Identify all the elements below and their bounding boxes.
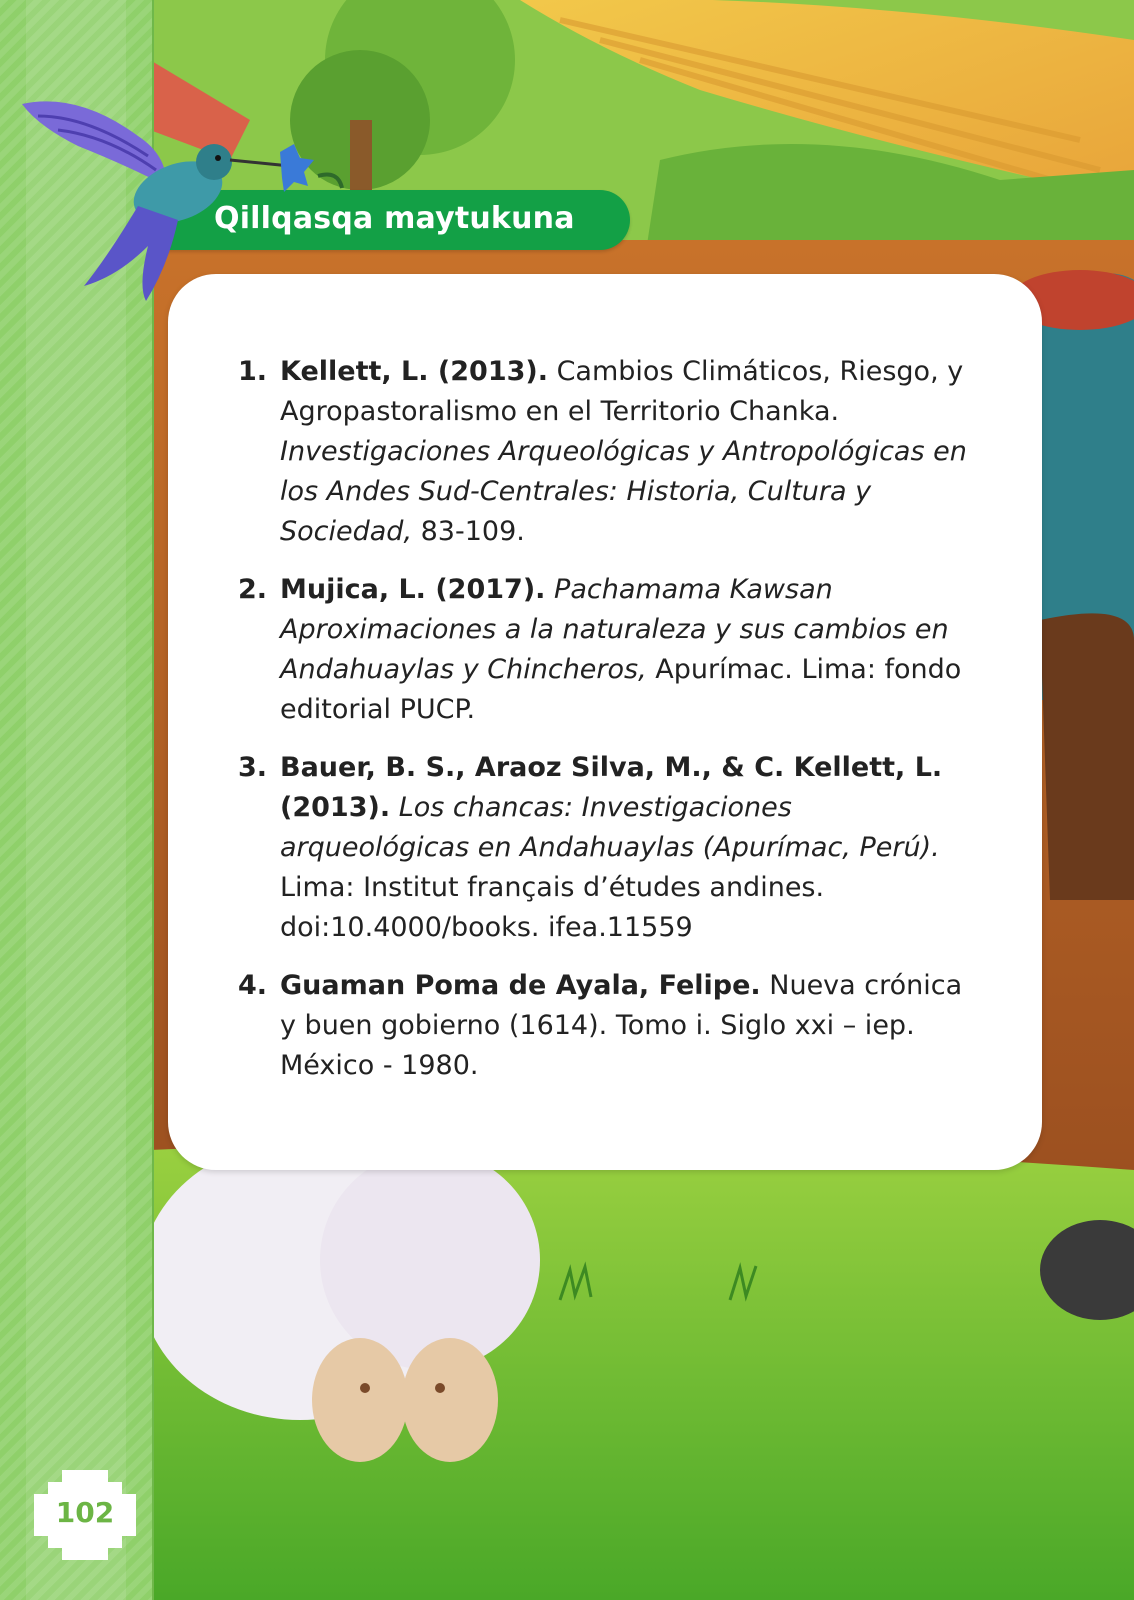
reference-number: 4. (238, 970, 268, 1001)
reference-author: Guaman Poma de Ayala, Felipe. (280, 970, 761, 1001)
reference-item (238, 966, 978, 1086)
reference-text: Cambios Climáticos, Riesgo, y Agropastoralismo en el Territorio Chanka. (280, 356, 964, 427)
reference-text: 83-109. (412, 516, 525, 547)
reference-text (390, 792, 399, 823)
reference-author: Kellett, L. (2013). (280, 356, 548, 387)
reference-text: Apurímac. Lima: fondo editorial PUCP. (280, 654, 962, 725)
reference-author: Mujica, L. (2017). (280, 574, 546, 605)
reference-title: Los chancas: Investigaciones arqueológicas en Andahuaylas (Apurímac, Perú). (280, 792, 940, 863)
reference-number: 1. (238, 356, 268, 387)
reference-number: 2. (238, 574, 268, 605)
page-number-badge (34, 1470, 136, 1560)
reference-text: Nueva crónica y buen gobierno (1614). Tomo i. Siglo xxi – iep. México - 1980. (280, 970, 963, 1081)
reference-text: Lima: Institut français d’études andines. doi:10.4000/books. ifea.11559 (280, 872, 825, 943)
reference-text (545, 574, 554, 605)
reference-title: Investigaciones Arqueológicas y Antropológicas en los Andes Sud-Centrales: Historia, Cultura y Sociedad, (280, 436, 967, 547)
reference-item (238, 748, 978, 948)
reference-item (238, 352, 978, 552)
section-title: Qillqasqa maytukuna (214, 201, 575, 236)
reference-author: Bauer, B. S., Araoz Silva, M., & C. Kellett, L. (2013). (280, 752, 943, 823)
reference-list (238, 352, 978, 1104)
reference-item (238, 570, 978, 730)
reference-title: Pachamama Kawsan Aproximaciones a la naturaleza y sus cambios en Andahuaylas y Chincheros, (280, 574, 949, 685)
reference-number: 3. (238, 752, 268, 783)
references-card (168, 274, 1042, 1170)
page-number: 102 (55, 1496, 115, 1529)
